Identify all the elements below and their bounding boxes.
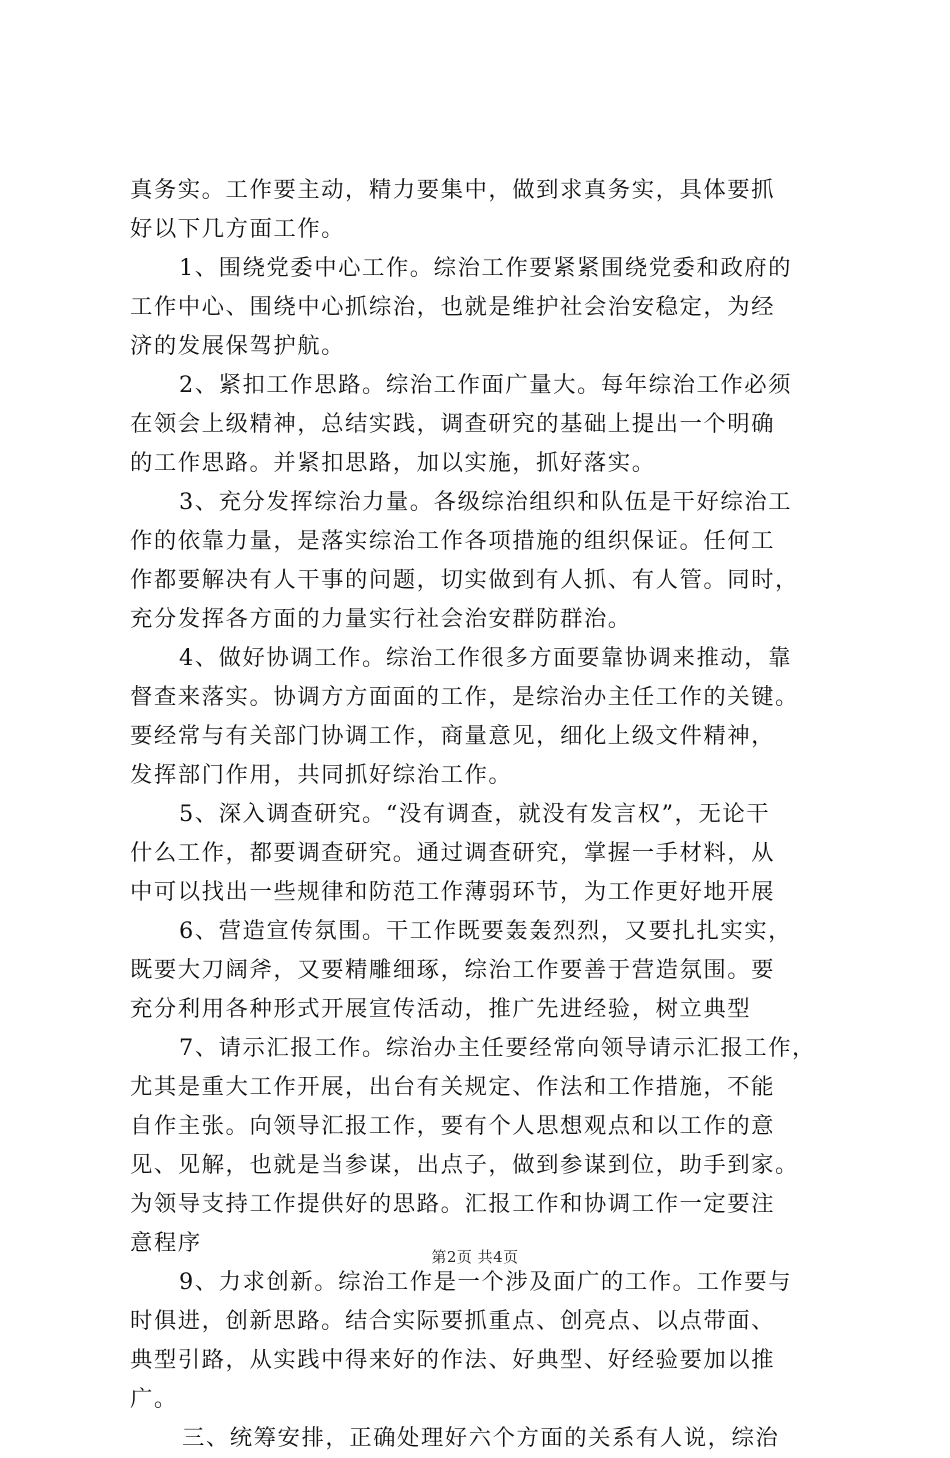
text-line: 时俱进，创新思路。结合实际要抓重点、创亮点、以点带面、 xyxy=(130,1308,776,1334)
text-line: 在领会上级精神，总结实践，调查研究的基础上提出一个明确 xyxy=(130,411,776,437)
paragraph-start-line: 9、力求创新。综治工作是一个涉及面广的工作。工作要与 xyxy=(179,1269,793,1295)
text-line: 作的依靠力量，是落实综治工作各项措施的组织保证。任何工 xyxy=(130,528,776,554)
text-line: 中可以找出一些规律和防范工作薄弱环节，为工作更好地开展 xyxy=(130,879,776,905)
paragraph-start-line: 7、请示汇报工作。综治办主任要经常向领导请示汇报工作， xyxy=(179,1035,816,1061)
page-number-footer: 第2页 共4页 xyxy=(431,1248,519,1266)
text-line: 既要大刀阔斧，又要精雕细琢，综治工作要善于营造氛围。要 xyxy=(130,957,776,983)
paragraph-start-line: 3、充分发挥综治力量。各级综治组织和队伍是干好综治工 xyxy=(179,489,793,515)
text-line: 充分发挥各方面的力量实行社会治安群防群治。 xyxy=(130,606,632,632)
paragraph-start-line: 2、紧扣工作思路。综治工作面广量大。每年综治工作必须 xyxy=(179,372,793,398)
text-line: 见、见解，也就是当参谋，出点子，做到参谋到位，助手到家。 xyxy=(130,1152,799,1178)
text-line: 济的发展保驾护航。 xyxy=(130,333,346,359)
paragraph-start-line: 4、做好协调工作。综治工作很多方面要靠协调来推动，靠 xyxy=(179,645,793,671)
text-line: 要经常与有关部门协调工作，商量意见，细化上级文件精神， xyxy=(130,723,776,749)
paragraph-start-line: 6、营造宣传氛围。干工作既要轰轰烈烈，又要扎扎实实， xyxy=(179,918,793,944)
text-line: 督查来落实。协调方方面面的工作，是综治办主任工作的关键。 xyxy=(130,684,799,710)
paragraph-start-line: 1、围绕党委中心工作。综治工作要紧紧围绕党委和政府的 xyxy=(179,255,793,281)
text-line: 尤其是重大工作开展，出台有关规定、作法和工作措施，不能 xyxy=(130,1074,776,1100)
text-line: 作都要解决有人干事的问题，切实做到有人抓、有人管。同时， xyxy=(130,567,799,593)
text-line: 好以下几方面工作。 xyxy=(130,216,346,242)
text-line: 为领导支持工作提供好的思路。汇报工作和协调工作一定要注 xyxy=(130,1191,776,1217)
text-line: 广。 xyxy=(130,1386,178,1412)
text-line: 自作主张。向领导汇报工作，要有个人思想观点和以工作的意 xyxy=(130,1113,776,1139)
text-line: 工作中心、围绕中心抓综治，也就是维护社会治安稳定，为经 xyxy=(130,294,776,320)
text-line: 真务实。工作要主动，精力要集中，做到求真务实，具体要抓 xyxy=(130,177,776,203)
text-line: 什么工作，都要调查研究。通过调查研究，掌握一手材料，从 xyxy=(130,840,776,866)
paragraph-start-line: 5、深入调查研究。“没有调查，就没有发言权”，无论干 xyxy=(179,801,771,827)
text-line: 意程序 xyxy=(130,1230,202,1256)
text-line: 典型引路，从实践中得来好的作法、好典型、好经验要加以推 xyxy=(130,1347,776,1373)
text-line: 充分利用各种形式开展宣传活动，推广先进经验，树立典型 xyxy=(130,996,752,1022)
text-line: 的工作思路。并紧扣思路，加以实施，抓好落实。 xyxy=(130,450,656,476)
text-line: 发挥部门作用，共同抓好综治工作。 xyxy=(130,762,513,788)
section-heading-line: 三、统筹安排，正确处理好六个方面的关系有人说，综治 xyxy=(182,1425,780,1451)
